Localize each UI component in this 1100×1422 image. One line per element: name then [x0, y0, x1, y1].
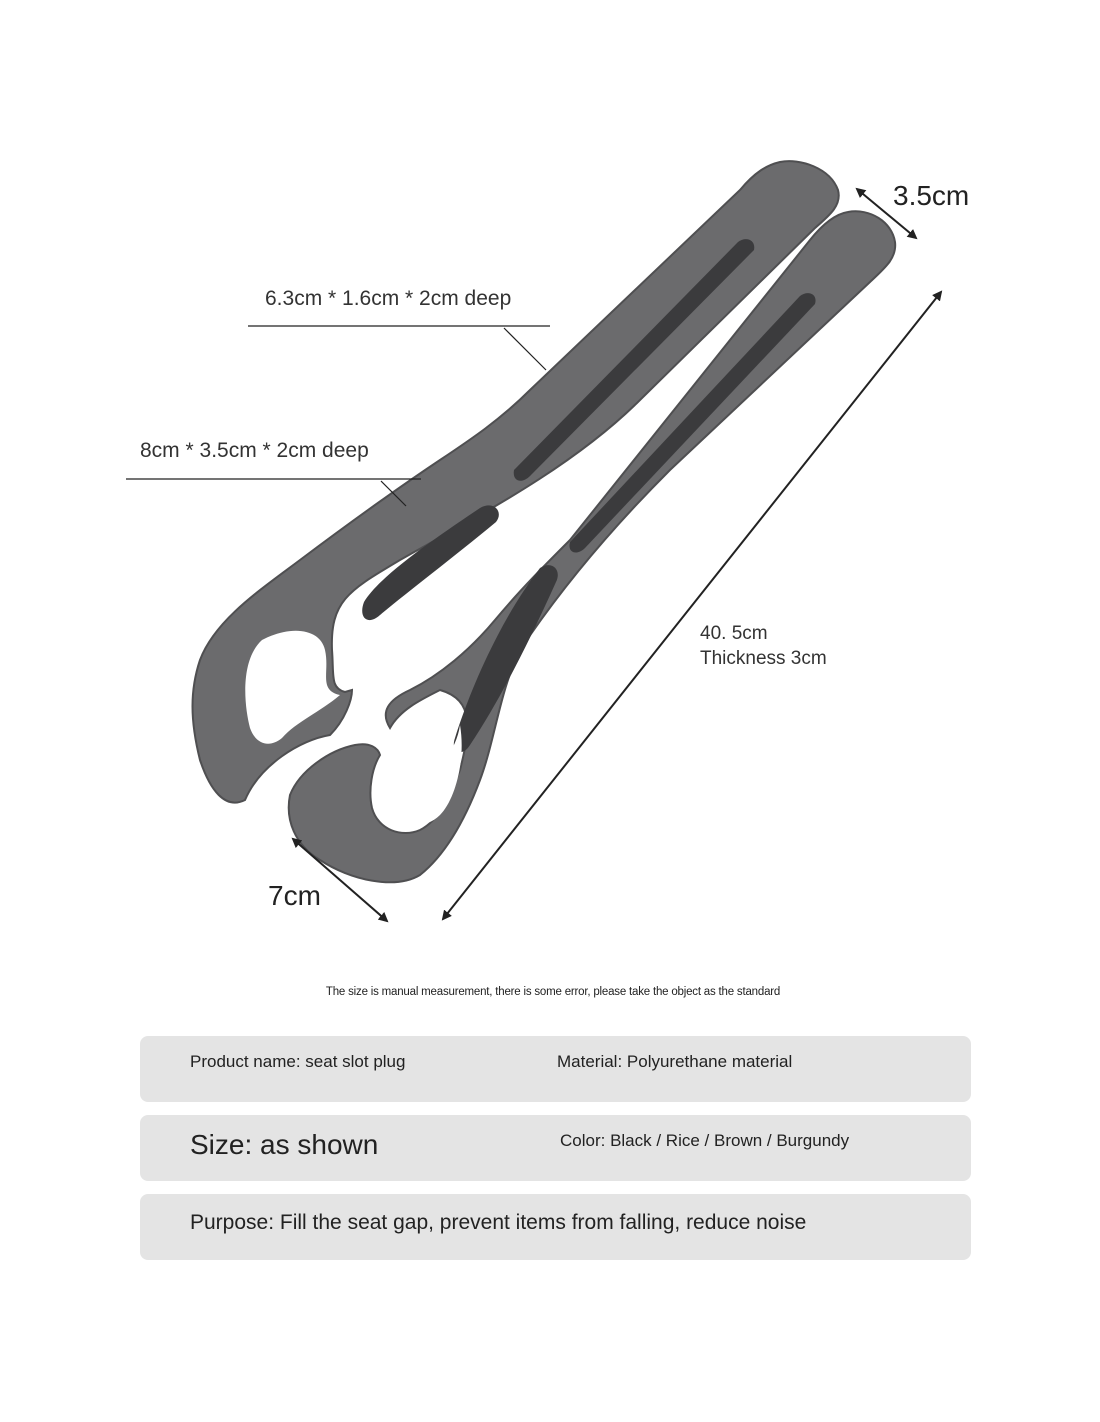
large-slot-label: 8cm * 3.5cm * 2cm deep [140, 439, 369, 462]
color-text: Color: Black / Rice / Brown / Burgundy [560, 1131, 850, 1150]
length-label: 40. 5cm [700, 623, 768, 644]
thickness-label: Thickness 3cm [700, 648, 827, 669]
small-slot-label: 6.3cm * 1.6cm * 2cm deep [265, 287, 512, 310]
measurement-disclaimer: The size is manual measurement, there is some error, please take the object as the standard [325, 986, 781, 998]
small-slot-leader [504, 328, 546, 370]
spec-box-purpose [140, 1194, 971, 1260]
purpose-text: Purpose: Fill the seat gap, prevent items from falling, reduce noise [190, 1211, 807, 1234]
spec-box-size-color [140, 1115, 971, 1181]
spec-box-name-material [140, 1036, 971, 1102]
length-thickness-label [700, 621, 827, 671]
hook-width-label: 7cm [268, 880, 321, 911]
product-name-text: Product name: seat slot plug [190, 1052, 406, 1071]
material-text: Material: Polyurethane material [557, 1052, 793, 1071]
size-text: Size: as shown [190, 1129, 379, 1160]
seat-plug-left [193, 161, 839, 802]
slot-width-label: 3.5cm [893, 180, 970, 211]
